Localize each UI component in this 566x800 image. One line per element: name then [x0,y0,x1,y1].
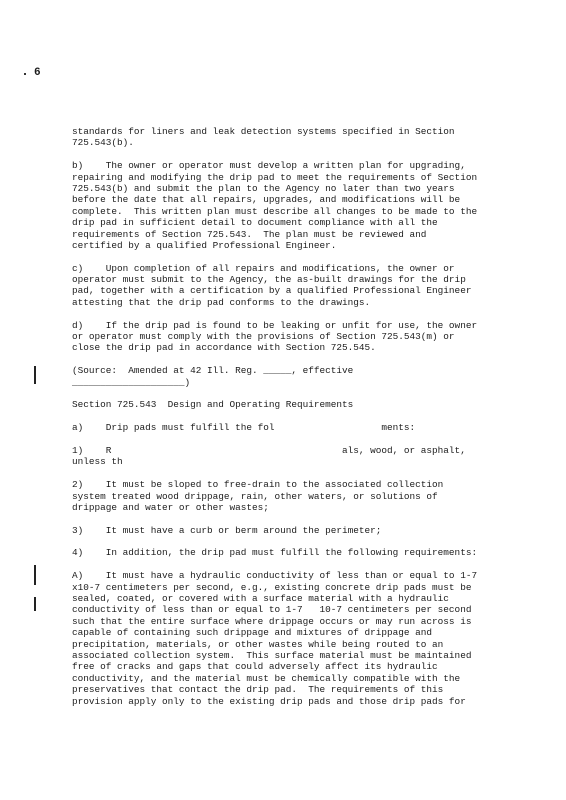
page-number: 6 [34,67,41,79]
section-heading: Section 725.543 Design and Operating Requirements [72,399,354,411]
text-line: drip pad in sufficient detail to document compliance with all the [72,217,438,229]
blank-line [72,149,512,160]
text-line: or operator must comply with the provisions of Section 725.543(m) or [72,331,455,343]
revision-bar [34,366,36,384]
text-line: such that the entire surface where drippage occurs or may run across is [72,615,472,627]
text-line: precipitation, materials, or other wastes while being routed to an [72,638,444,650]
text-line: 4) In addition, the drip pad must fulfill the following requirements: [72,547,478,559]
text-line: before the date that all repairs, upgrades, and modifications will be [72,194,461,206]
text-line: 2) It must be sloped to free-drain to the associated collection [72,479,444,491]
revision-bar [34,565,36,585]
text-line: d) If the drip pad is found to be leaking or unfit for use, the owner [72,319,478,331]
source-note-date: ____________________) [72,376,191,388]
text-line: repairing and modifying the drip pad to meet the requirements of Section [72,171,478,183]
text-line: conductivity, and the material must be chemically compatible with the [72,672,461,684]
blank-line [72,354,512,365]
text-line: requirements of Section 725.543. The plan must be reviewed and [72,228,427,240]
text-line: free of cracks and gaps that could adversely affect its hydraulic [72,661,438,673]
text-line: 3) It must have a curb or berm around the perimeter; [72,524,382,536]
text-line: complete. This written plan must describe all changes to be made to the [72,205,478,217]
text-line: 1) R als, wood, or asphalt, [72,444,466,456]
text-line: 725.543(b) and submit the plan to the Agency no later than two years [72,182,455,194]
text-line: associated collection system. This surface material must be maintained [72,649,472,661]
text-line: sealed, coated, or covered with a surface material with a hydraulic [72,593,449,605]
text-line: provision apply only to the existing drip pads and those drip pads for [72,695,466,707]
blank-line [72,411,512,422]
text-line: operator must submit to the Agency, the as-built drawings for the drip [72,274,466,286]
document-body [72,126,512,707]
text-line: a) Drip pads must fulfill the fol ments: [72,422,416,434]
text-line: 725.543(b). [72,137,134,149]
text-line: pad, together with a certification by a qualified Professional Engineer [72,285,472,297]
blank-line [72,308,512,319]
text-line: standards for liners and leak detection systems specified in Section [72,126,455,137]
text-line: c) Upon completion of all repairs and modifications, the owner or [72,262,455,274]
text-line: unless th [72,456,320,468]
blank-line [72,468,512,479]
text-line: close the drip pad in accordance with Section 725.545. [72,342,376,354]
text-line: x10-7 centimeters per second, e.g., existing concrete drip pads must be [72,581,472,593]
revision-bar [34,597,36,611]
blank-line [72,251,512,262]
text-line: A) It must have a hydraulic conductivity of less than or equal to 1-7 [72,570,478,582]
source-note: (Source: Amended at 42 Ill. Reg. _____, effective [72,365,354,377]
text-line: certified by a qualified Professional Engineer. [72,239,337,251]
text-line: capable of containing such drippage and mixtures of drippage and [72,627,433,639]
blank-line [72,513,512,524]
blank-line [72,434,512,445]
text-line: drippage and water or other wastes; [72,501,269,513]
text-line: attesting that the drip pad conforms to the drawings. [72,296,371,308]
blank-line [72,559,512,570]
text-line: preservatives that contact the drip pad. The requirements of this [72,684,444,696]
scan-mark [24,73,26,75]
blank-line [72,536,512,547]
blank-line [72,388,512,399]
text-line: conductivity of less than or equal to 1-7 10-7 centimeters per second [72,604,472,616]
text-line: system treated wood drippage, rain, other waters, or solutions of [72,490,438,502]
text-line: b) The owner or operator must develop a written plan for upgrading, [72,160,466,172]
